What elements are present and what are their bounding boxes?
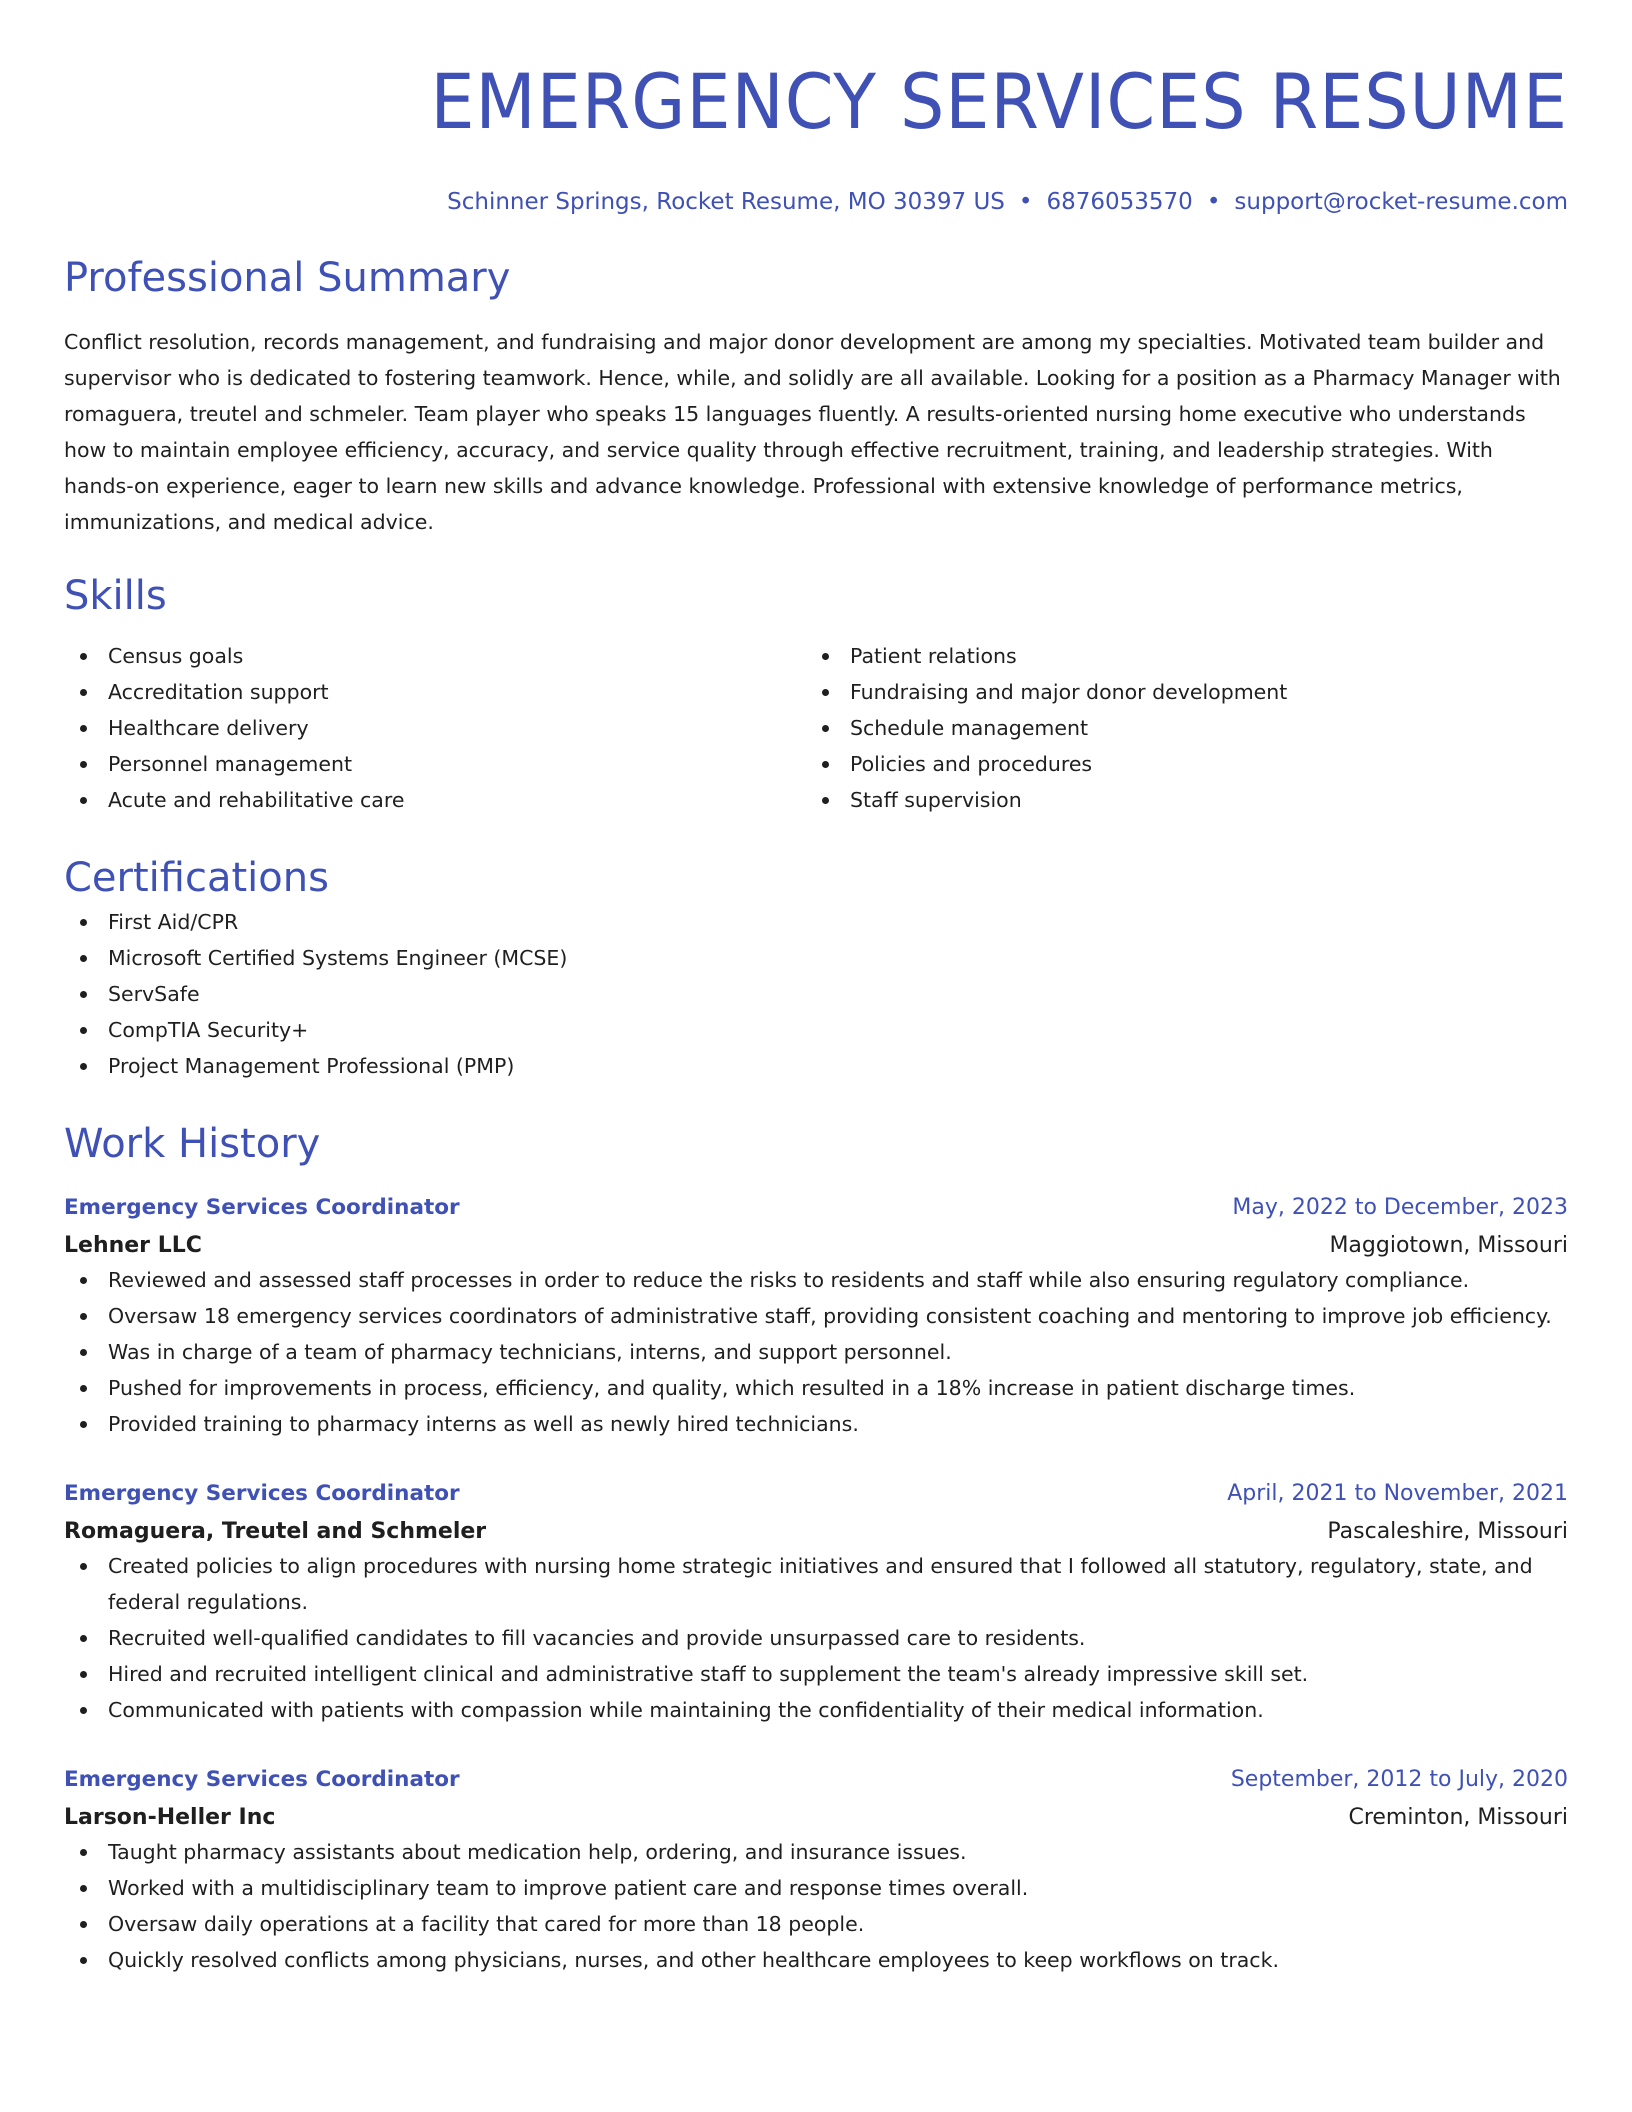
certification-item: First Aid/CPR — [108, 904, 1568, 940]
job-title: Emergency Services Coordinator — [64, 1767, 460, 1792]
job-duty-item: Provided training to pharmacy interns as well as newly hired technicians. — [108, 1406, 1568, 1442]
skill-item: Personnel management — [108, 746, 806, 782]
job-duty-item: Oversaw 18 emergency services coordinators of administrative staff, providing consistent coaching and mentoring to improve job efficiency. — [108, 1298, 1568, 1334]
job-entry — [64, 1764, 1568, 1978]
job-company-row — [64, 1224, 1568, 1262]
job-duty-item: Pushed for improvements in process, efficiency, and quality, which resulted in a 18% increase in patient discharge times. — [108, 1370, 1568, 1406]
skills-column-left — [64, 638, 806, 818]
work-history-heading: Work History — [64, 1121, 321, 1167]
job-location: Creminton, Missouri — [1348, 1805, 1568, 1830]
contact-phone[interactable]: 6876053570 — [1046, 189, 1193, 215]
job-company-row — [64, 1796, 1568, 1834]
skill-item: Acute and rehabilitative care — [108, 782, 806, 818]
job-duties-list — [64, 1262, 1568, 1442]
job-duty-item: Was in charge of a team of pharmacy technicians, interns, and support personnel. — [108, 1334, 1568, 1370]
skill-item: Staff supervision — [850, 782, 1548, 818]
contact-email[interactable]: support@rocket-resume.com — [1234, 189, 1568, 215]
skill-item: Policies and procedures — [850, 746, 1548, 782]
certifications-list — [64, 904, 1568, 1084]
skills-grid — [64, 638, 1568, 818]
job-duty-item: Hired and recruited intelligent clinical and administrative staff to supplement the team's already impressive skill set. — [108, 1656, 1568, 1692]
certifications-heading: Certifications — [64, 855, 329, 901]
job-entry — [64, 1478, 1568, 1728]
job-company: Lehner LLC — [64, 1233, 202, 1258]
job-company-row — [64, 1510, 1568, 1548]
job-entry — [64, 1192, 1568, 1442]
job-header-row — [64, 1478, 1568, 1510]
job-company: Romaguera, Treutel and Schmeler — [64, 1519, 487, 1544]
skill-item: Schedule management — [850, 710, 1548, 746]
job-duty-item: Communicated with patients with compassion while maintaining the confidentiality of their medical information. — [108, 1692, 1568, 1728]
contact-address: Schinner Springs, Rocket Resume, MO 30397 US — [447, 189, 1005, 215]
contact-line — [64, 186, 1568, 218]
job-duty-item: Quickly resolved conflicts among physicians, nurses, and other healthcare employees to keep workflows on track. — [108, 1942, 1568, 1978]
job-duty-item: Taught pharmacy assistants about medication help, ordering, and insurance issues. — [108, 1834, 1568, 1870]
skills-list-left — [64, 638, 806, 818]
skill-item: Fundraising and major donor development — [850, 674, 1548, 710]
job-duty-item: Oversaw daily operations at a facility that cared for more than 18 people. — [108, 1906, 1568, 1942]
resume-page — [64, 0, 1568, 1978]
skills-column-right — [806, 638, 1548, 818]
job-duties-list — [64, 1834, 1568, 1978]
job-dates: September, 2012 to July, 2020 — [1230, 1767, 1568, 1792]
contact-separator: • — [1206, 189, 1221, 215]
certification-item: Microsoft Certified Systems Engineer (MCSE) — [108, 940, 1568, 976]
job-title: Emergency Services Coordinator — [64, 1481, 460, 1506]
certification-item: ServSafe — [108, 976, 1568, 1012]
skill-item: Patient relations — [850, 638, 1548, 674]
skill-item: Accreditation support — [108, 674, 806, 710]
job-location: Maggiotown, Missouri — [1329, 1233, 1568, 1258]
job-location: Pascaleshire, Missouri — [1327, 1519, 1568, 1544]
job-duty-item: Created policies to align procedures with nursing home strategic initiatives and ensured that I followed all statutory, regulatory, state, and federal regulations. — [108, 1548, 1568, 1620]
contact-separator: • — [1018, 189, 1033, 215]
job-dates: April, 2021 to November, 2021 — [1227, 1481, 1568, 1506]
job-title: Emergency Services Coordinator — [64, 1195, 460, 1220]
job-company: Larson-Heller Inc — [64, 1805, 276, 1830]
skills-heading: Skills — [64, 573, 167, 619]
job-header-row — [64, 1192, 1568, 1224]
job-header-row — [64, 1764, 1568, 1796]
skill-item: Healthcare delivery — [108, 710, 806, 746]
job-duty-item: Reviewed and assessed staff processes in order to reduce the risks to residents and staff while also ensuring regulatory compliance. — [108, 1262, 1568, 1298]
skills-list-right — [806, 638, 1548, 818]
job-duties-list — [64, 1548, 1568, 1728]
certification-item: Project Management Professional (PMP) — [108, 1048, 1568, 1084]
summary-heading: Professional Summary — [64, 255, 511, 301]
job-dates: May, 2022 to December, 2023 — [1232, 1195, 1568, 1220]
resume-title: EMERGENCY SERVICES RESUME — [430, 57, 1568, 146]
job-duty-item: Recruited well-qualified candidates to fill vacancies and provide unsurpassed care to residents. — [108, 1620, 1568, 1656]
skill-item: Census goals — [108, 638, 806, 674]
certification-item: CompTIA Security+ — [108, 1012, 1568, 1048]
job-duty-item: Worked with a multidisciplinary team to improve patient care and response times overall. — [108, 1870, 1568, 1906]
summary-text: Conflict resolution, records management, and fundraising and major donor development are among my specialties. Motivated team builder and supervisor who is dedicated to fostering teamwork. Hence, while, and solidly are all available. Looking for a position as a Pharmacy Manager with romaguera, treutel and schmeler. Team player who speaks 15 languages fluently. A results-oriented nursing home executive who understands how to maintain employee efficiency, accuracy, and service quality through effective recruitment, training, and leadership strategies. With hands-on experience, eager to learn new skills and advance knowledge. Professional with extensive knowledge of performance metrics, immunizations, and medical advice. — [64, 330, 1561, 534]
